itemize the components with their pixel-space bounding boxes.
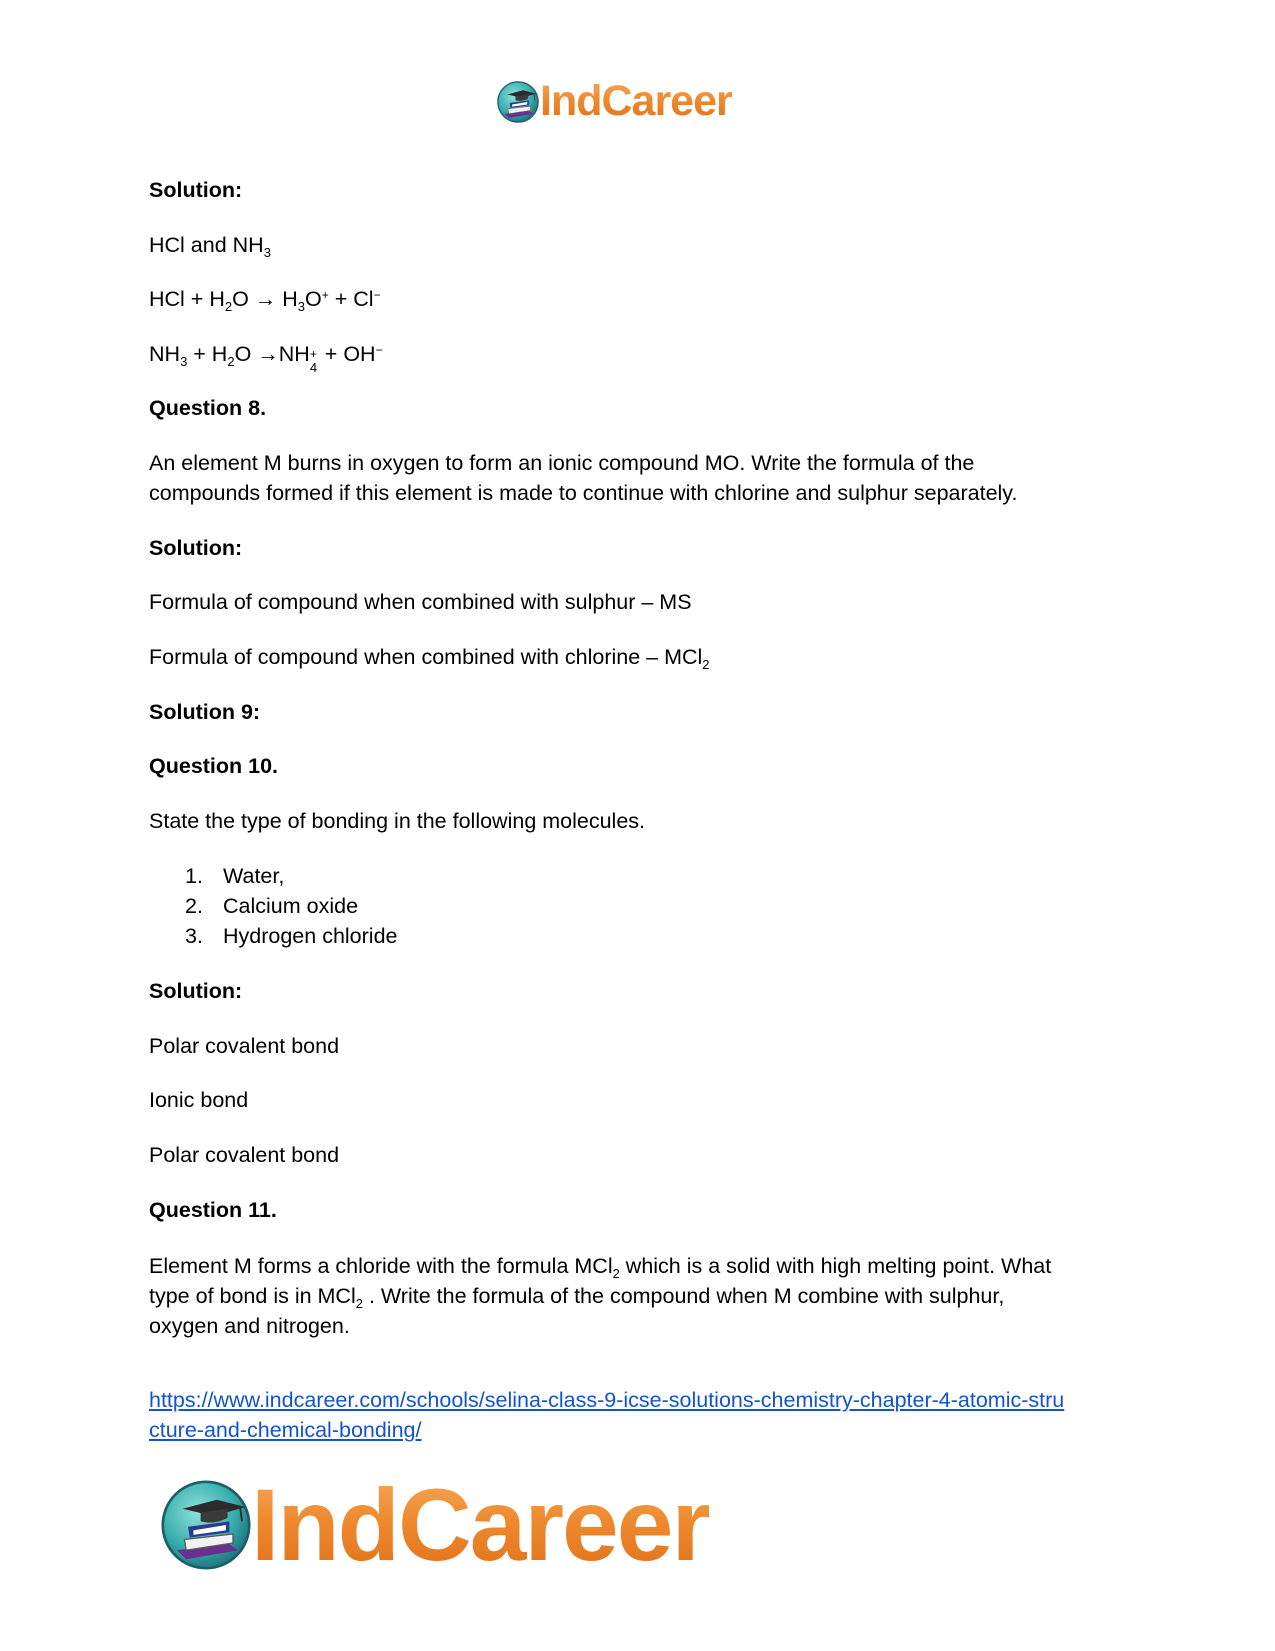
solution-heading: Solution: [149,178,243,202]
answer-hydrogen-chloride: Polar covalent bond [149,1143,340,1167]
footer-logo [161,1468,710,1582]
logo-brand-text: IndCareer [540,77,732,125]
question-11-text-line3: oxygen and nitrogen. [149,1314,350,1338]
answer-calcium-oxide: Ionic bond [149,1088,249,1112]
list-item: 2. Calcium oxide [185,894,359,918]
solution-text: HCl and $NH_3$ [149,233,271,260]
answer-water: Polar covalent bond [149,1034,340,1058]
solution-8-heading: Solution: [149,536,243,560]
solution-10-heading: Solution: [149,979,243,1003]
solution-8-chlorine: Formula of compound when combined with chlorine – MCl$_2$ [149,645,710,672]
graduation-cap-books-icon [497,81,539,123]
list-item: 1. Water, [185,864,285,888]
header-logo [497,77,732,125]
logo-brand-text: IndCareer [251,1468,710,1582]
list-item: 3. Hydrogen chloride [185,924,398,948]
question-10-text: State the type of bonding in the following molecules. [149,809,646,833]
question-11-heading: Question 11. [149,1198,277,1222]
question-10-heading: Question 10. [149,754,279,778]
question-8-heading: Question 8. [149,396,267,420]
question-8-text-line2: compounds formed if this element is made to continue with chlorine and sulphur separately. [149,481,1018,505]
equation-hcl-water: HCl + $H_2O \to H_3O^+ + Cl^-$ [149,287,381,314]
solution-9-heading: Solution 9: [149,700,261,724]
equation-nh3-water: $NH_3 + H_2O \to NH$ + 4 + OH− [149,342,383,375]
question-11-text-line1: Element M forms a chloride with the formula MCl$_2$ which is a solid with high melting point. What [149,1254,1052,1281]
graduation-cap-books-icon [161,1480,251,1570]
question-8-text-line1: An element M burns in oxygen to form an ionic compound MO. Write the formula of the [149,451,975,475]
question-11-text-line2: type of bond is in MCl$_2$ . Write the formula of the compound when M combine with sulphur, [149,1284,1005,1311]
source-link-line2[interactable]: cture-and-chemical-bonding/ [149,1418,422,1442]
source-link-line1[interactable]: https://www.indcareer.com/schools/selina-class-9-icse-solutions-chemistry-chapter-4-atomic-stru [149,1388,1065,1412]
solution-8-sulphur: Formula of compound when combined with sulphur – MS [149,590,692,614]
